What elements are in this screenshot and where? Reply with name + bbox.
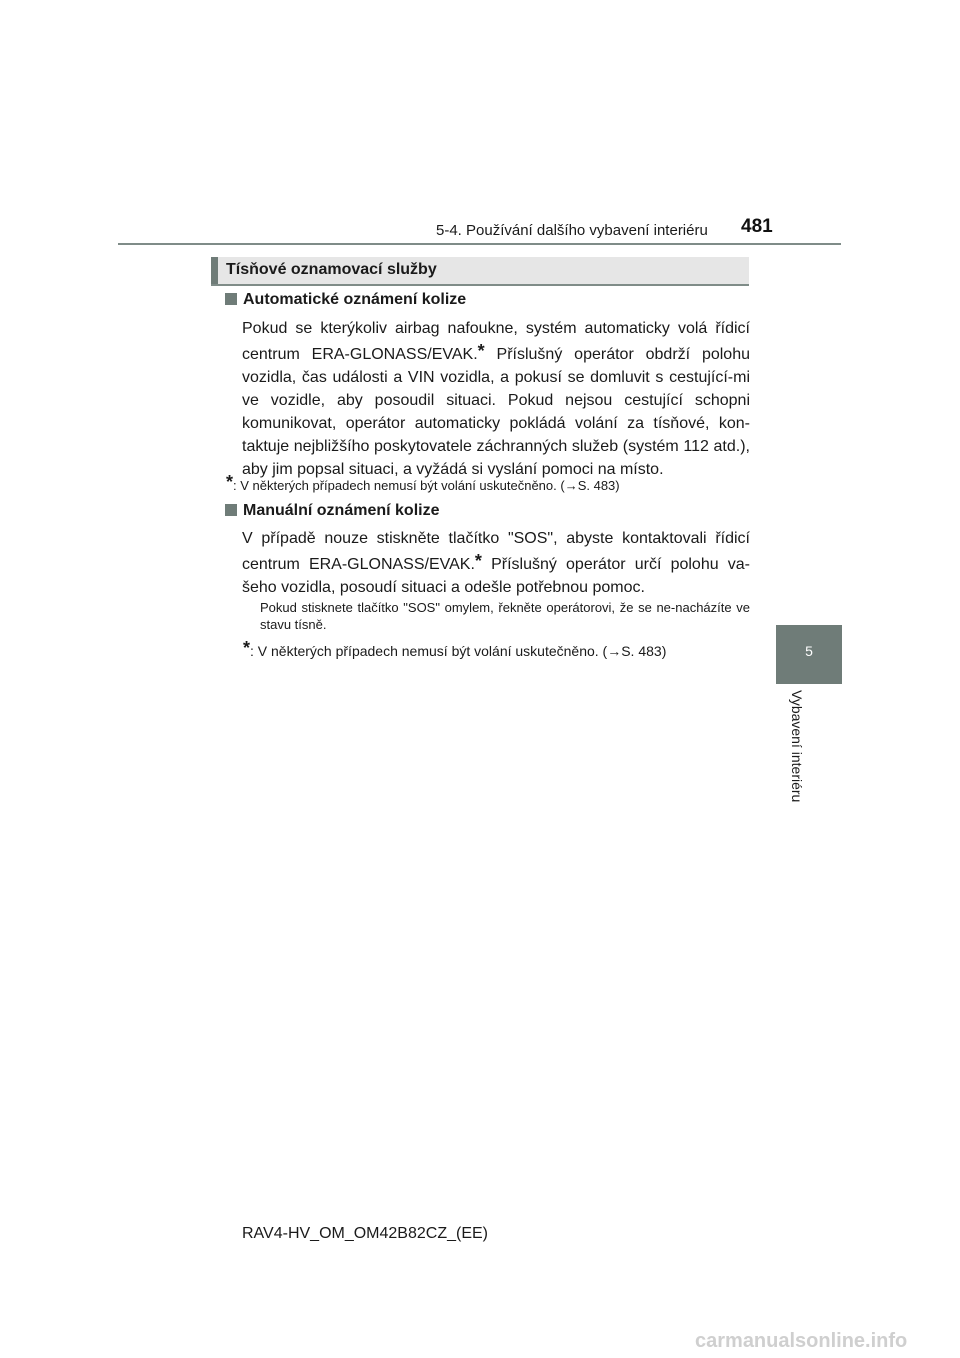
page-number: 481 xyxy=(741,216,773,237)
paragraph-automatic-part1: Pokud se kterýkoliv airbag nafoukne, systém automaticky volá řídicí centrum ERA-GLONASS/EVAK. xyxy=(242,320,750,363)
subheading-automatic-text: Automatické oznámení kolize xyxy=(243,291,467,308)
paragraph-manual-part1: V případě nouze stiskněte tlačítko "SOS", abyste kontaktovali řídicí centrum ERA-GLONASS/EVAK. xyxy=(242,530,750,573)
running-header: 5-4. Používání dalšího vybavení interiéru xyxy=(436,222,708,239)
subheading-manual-text: Manuální oznámení kolize xyxy=(243,502,440,519)
footnote-automatic-text: : V některých případech nemusí být volání uskutečněno. (→S. 483) xyxy=(233,478,620,493)
footnote-manual xyxy=(243,640,666,660)
chapter-number: 5 xyxy=(805,643,813,659)
footnote-star: * xyxy=(226,472,234,492)
paragraph-automatic-part2: Příslušný operátor obdrží polohu vozidla, čas události a VIN vozidla, a pokusí se domluvit s cestující-mi ve vozidle, aby posoudil situaci. Pokud nejsou cestující schopni komunikovat, operátor automaticky pokládá volání za tísňové, kon-taktuje nejbližšího poskytovatele záchranných služeb (systém 112 atd.), aby jim popsal situaci, a vyžádá si vyslání pomoci na místo. xyxy=(242,346,751,478)
document-code: RAV4-HV_OM_OM42B82CZ_(EE) xyxy=(242,1225,488,1242)
paragraph-manual xyxy=(242,527,750,599)
section-title: Tísňové oznamovací služby xyxy=(226,261,437,278)
note-manual: Pokud stisknete tlačítko "SOS" omylem, řekněte operátorovi, že se ne-nacházíte ve stavu tísně. xyxy=(260,600,750,632)
paragraph-manual-part2: Příslušný operátor určí polohu va-šeho vozidla, posoudí situaci a odešle potřebnou pomoc. xyxy=(242,556,751,596)
footnote-star: * xyxy=(243,638,251,658)
footnote-marker: * xyxy=(477,341,485,361)
section-title-box xyxy=(211,257,749,286)
subheading-automatic xyxy=(225,291,466,309)
footnote-marker: * xyxy=(474,551,482,571)
square-bullet-icon xyxy=(225,504,237,516)
header-rule xyxy=(118,243,841,245)
square-bullet-icon xyxy=(225,293,237,305)
paragraph-automatic xyxy=(242,317,750,481)
title-accent-bar xyxy=(211,257,218,284)
watermark: carmanualsonline.info xyxy=(695,1330,908,1352)
subheading-manual xyxy=(225,502,439,520)
chapter-tab xyxy=(776,625,842,684)
footnote-automatic xyxy=(226,474,620,494)
footnote-manual-text: : V některých případech nemusí být volání uskutečněno. (→S. 483) xyxy=(250,643,667,659)
chapter-label: Vybavení interiéru xyxy=(789,690,805,803)
